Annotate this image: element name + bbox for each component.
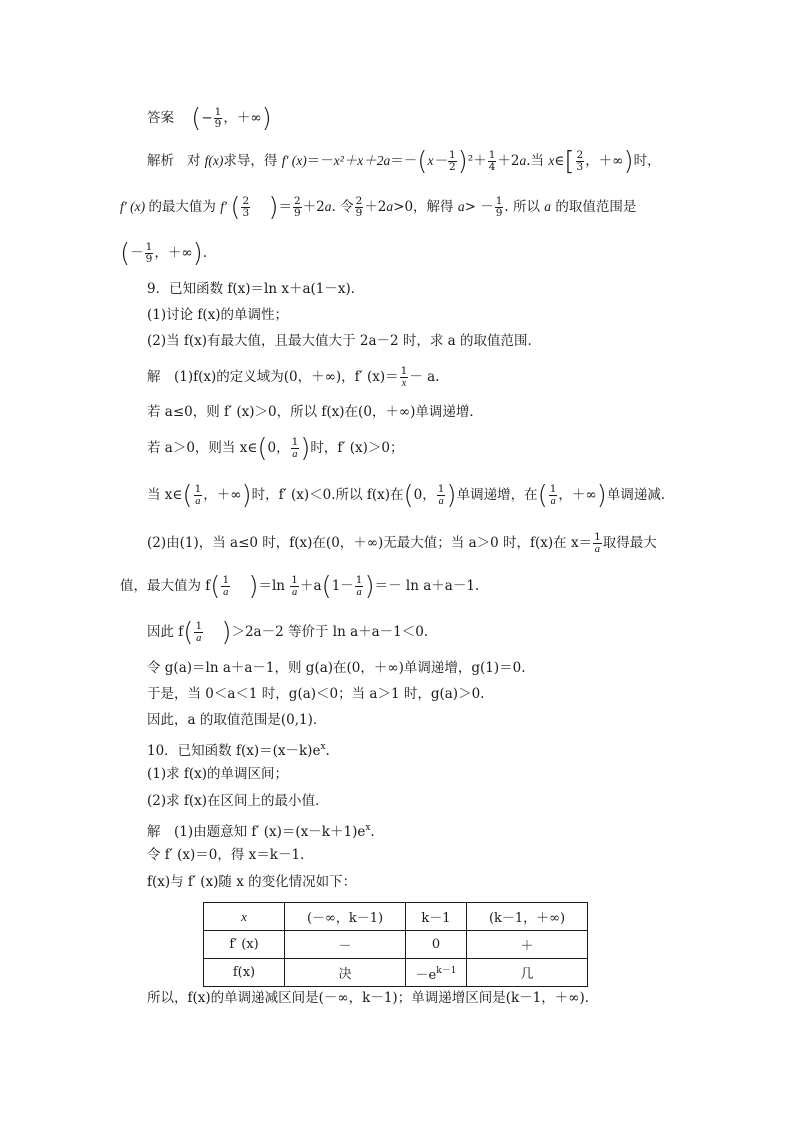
q9-sol-1: 解 (1)f(x)的定义域为(0，＋∞)，f′ (x)＝ $\frac{1}{x}$ － a. <box>147 365 440 389</box>
q9-sol-4: 当 x∈( $\frac{1}{a}$ ，＋∞)时，f′ (x)＜0.所以 f(x)在(0， $\frac{1}{a}$ )单调递增，在( $\frac{1}{a}$ ，＋∞)单调递减． <box>147 480 675 511</box>
q9-sol-7: 因此 f( $\frac{1}{a}$ )＞2a－2 等价于 ln a＋a－1＜0. <box>147 617 429 648</box>
q9-sol-8: 令 g(a)＝ln a＋a－1，则 g(a)在(0，＋∞)单调递增，g(1)＝0. <box>147 660 526 676</box>
q9-sol-6: 值，最大值为 f( $\frac{1}{a}$ )＝ln $\frac{1}{a}$ ＋a(1－ $\frac{1}{a}$ )＝－ ln a＋a－1. <box>120 571 480 602</box>
variation-table <box>203 902 588 987</box>
q9-part2: (2)当 f(x)有最大值，且最大值大于 2a－2 时，求 a 的取值范围． <box>147 333 541 349</box>
q9-sol-5: (2)由(1)，当 a≤0 时，f(x)在(0，＋∞)无最大值；当 a＞0 时，f(x)在 x＝ $\frac{1}{a}$ 取得最大 <box>147 531 657 555</box>
analysis-line-2: f′ (x) 的最大值为 f′ ( $\frac{2}{3}$ )＝ $\frac{2}{9}$ ＋2a. 令 $\frac{2}{9}$ ＋2a>0，解得 a> － $\frac{1}{9}$ . 所以 a 的取值范围是 <box>120 192 637 223</box>
q9-sol-2: 若 a≤0，则 f′ (x)＞0，所以 f(x)在(0，＋∞)单调递增． <box>147 404 483 420</box>
analysis-label: 解析 <box>147 153 174 169</box>
q10-sol-4: 所以，f(x)的单调递减区间是(－∞，k－1)；单调递增区间是(k－1，＋∞)． <box>147 990 599 1006</box>
table-row: f(x) 决 $-e^{k-1}$ 几 <box>204 959 588 987</box>
q10-sol-1: 解 (1)由题意知 f′ $(x)=(x-k+1)e^x$. <box>147 823 375 840</box>
analysis-line-1: 解析 对 f(x)求导，得 f′ (x)＝－x²＋x＋2a＝－(x－ $\frac{1}{2}$ )²＋ $\frac{1}{4}$ ＋2a.当 x∈[ $\frac{2}{3}$ ，＋∞)时， <box>147 146 661 177</box>
table-row: x (－∞，k－1) k－1 (k－1，＋∞) <box>204 903 588 931</box>
answer-label: 答案 <box>147 110 174 126</box>
q10-part1: (1)求 f(x)的单调区间； <box>147 766 289 782</box>
q9-sol-10: 因此，a 的取值范围是(0,1)． <box>147 712 327 728</box>
q10-stem: 10．已知函数 $f(x)=(x-k)e^x$. <box>147 742 330 759</box>
q10-part2: (2)求 f(x)在区间上的最小值． <box>147 793 329 809</box>
q9-stem: 9．已知函数 f(x)＝ln x＋a(1－x)． <box>147 281 365 297</box>
q10-sol-3: f(x)与 f′ (x)随 x 的变化情况如下： <box>147 874 357 890</box>
answer-line: 答案 (− $\frac{1}{9}$ ，＋∞) <box>147 103 272 134</box>
table-row: f′ (x) － 0 ＋ <box>204 931 588 959</box>
analysis-line-3: (－ $\frac{1}{9}$ ，＋∞). <box>120 238 208 269</box>
q9-part1: (1)讨论 f(x)的单调性； <box>147 307 289 323</box>
q10-sol-2: 令 f′ (x)＝0，得 x＝k－1. <box>147 847 305 863</box>
q9-sol-9: 于是，当 0＜a＜1 时，g(a)＜0；当 a＞1 时，g(a)＞0. <box>147 686 485 702</box>
q9-sol-3: 若 a＞0，则当 x∈(0， $\frac{1}{a}$ )时，f′ (x)＞0； <box>147 433 404 464</box>
fraction: $\frac{1}{9}$ <box>214 106 222 130</box>
